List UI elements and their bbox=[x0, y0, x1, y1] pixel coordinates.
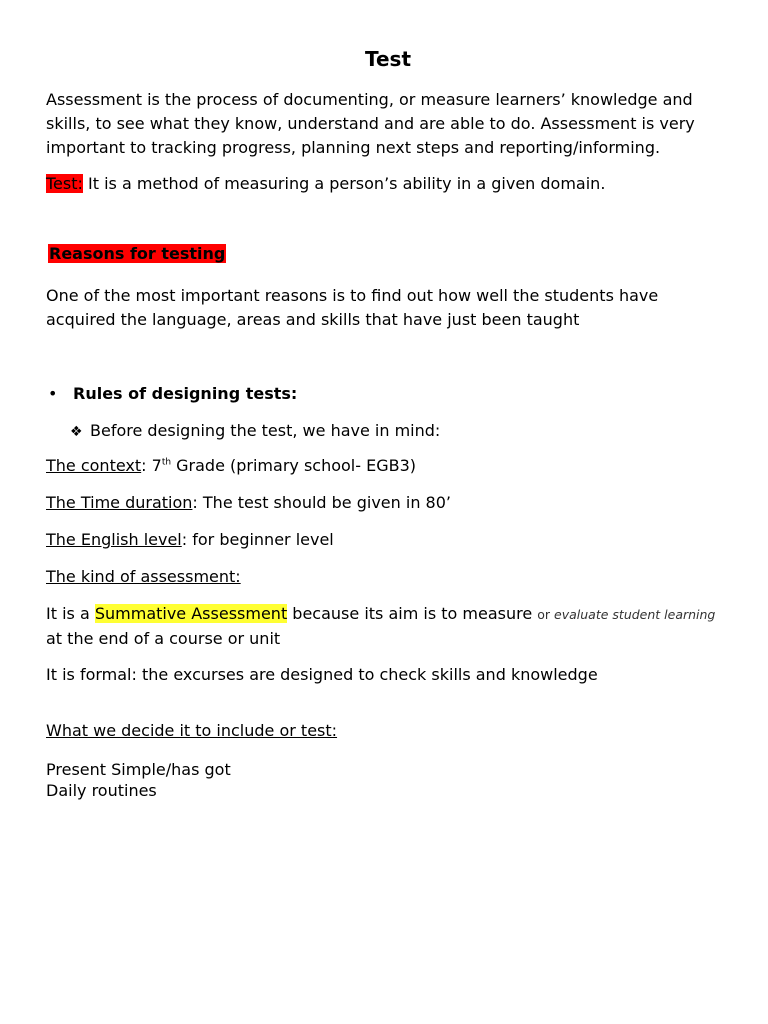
reasons-heading: Reasons for testing bbox=[49, 244, 226, 263]
topic-item: Present Simple/has got bbox=[46, 760, 231, 779]
test-definition bbox=[46, 172, 730, 196]
bullet-icon: • bbox=[48, 384, 58, 403]
summative-highlight: Summative Assessment bbox=[94, 604, 288, 623]
reasons-heading-row bbox=[46, 242, 730, 266]
context-post: Grade (primary school- EGB3) bbox=[171, 456, 417, 475]
intro-paragraph: Assessment is the process of documenting, or measure learners’ knowledge and skills, to see what they know, understand and are able to do. Assessment is very important to tracking progress, planning next steps and reporting/informing. bbox=[46, 90, 695, 157]
formal-paragraph: It is formal: the excurses are designed to check skills and knowledge bbox=[46, 665, 598, 684]
context-pre: : 7 bbox=[141, 456, 162, 475]
document-page bbox=[46, 46, 730, 801]
reasons-paragraph: One of the most important reasons is to find out how well the students have acquired the language, areas and skills that have just been taught bbox=[46, 286, 659, 329]
include-label: What we decide it to include or test: bbox=[46, 721, 338, 740]
summative-small-or: or bbox=[537, 607, 555, 622]
kind-line bbox=[46, 565, 730, 589]
rules-sub-item bbox=[46, 421, 730, 440]
summative-post: at the end of a course or unit bbox=[46, 629, 281, 648]
summative-paragraph bbox=[46, 602, 730, 651]
rules-bullet-item bbox=[46, 384, 730, 403]
english-text: : for beginner level bbox=[181, 530, 334, 549]
english-label: The English level bbox=[46, 530, 182, 549]
summative-pre: It is a bbox=[46, 604, 95, 623]
topics-list bbox=[46, 759, 730, 801]
diamond-bullet-icon: ❖ bbox=[70, 424, 83, 440]
rules-heading: Rules of designing tests: bbox=[73, 384, 298, 403]
test-label-highlight: Test: bbox=[46, 174, 83, 193]
kind-label: The kind of assessment: bbox=[46, 567, 241, 586]
time-label: The Time duration bbox=[46, 493, 193, 512]
summative-small-italic: evaluate student learning bbox=[554, 607, 716, 622]
test-definition-text: It is a method of measuring a person’s ability in a given domain. bbox=[82, 174, 606, 193]
context-line bbox=[46, 454, 730, 478]
include-line bbox=[46, 719, 730, 743]
summative-mid: because its aim is to measure bbox=[287, 604, 538, 623]
page-title: Test bbox=[364, 47, 411, 71]
rules-sub-text: Before designing the test, we have in mind: bbox=[90, 421, 441, 440]
context-label: The context bbox=[46, 456, 142, 475]
context-sup: th bbox=[161, 457, 172, 468]
topic-item: Daily routines bbox=[46, 781, 157, 800]
time-text: : The test should be given in 80’ bbox=[192, 493, 451, 512]
time-line bbox=[46, 491, 730, 515]
english-line bbox=[46, 528, 730, 552]
